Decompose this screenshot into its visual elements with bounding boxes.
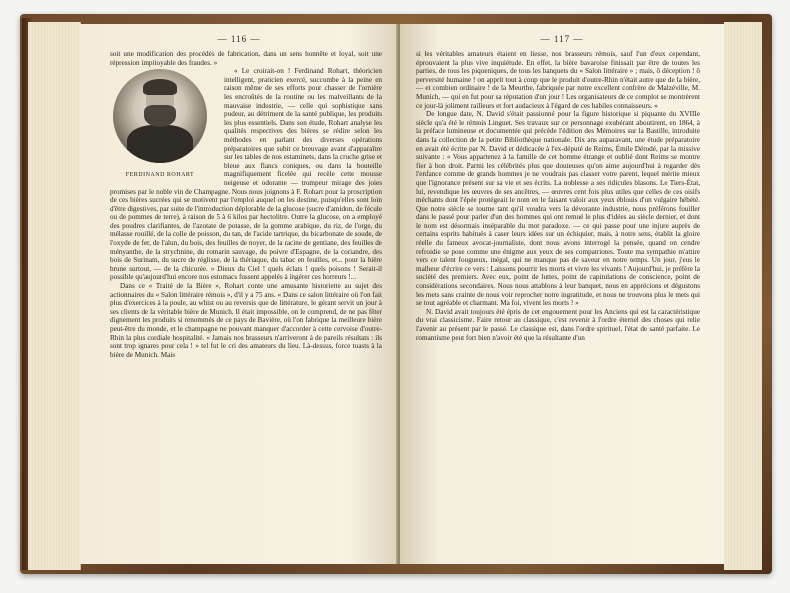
paragraph: soit une modification des procédés de fabrication, dans un sens honnête et loyal, soit une répression impitoyable des fraudes. »	[110, 50, 382, 67]
figure-caption: FERDINAND ROHART	[125, 172, 195, 179]
page-edges-left	[28, 22, 81, 570]
portrait-image	[113, 69, 207, 163]
right-page	[400, 24, 724, 564]
page-number: — 117 —	[540, 34, 584, 44]
paragraph: De longue date, N. David s'était passionné pour la figure historique si piquante du XVIIIe siècle qu'a été le rémois Linguet. Ses travaux sur ce personnage exubérant aboutirent, en 1864, à la préface lumineuse et documentée qui précède l'édition des Mémoires sur la Bastille, introduite dans la collection de la petite Bibliothèque nationale. Dix ans auparavant, une étude préparatoire en avait été écrite par N. David et dédicacée à l'ex-député de Reims, Émile Dérodé, par la missive suivante : « Vous appartenez à la famille de cet homme étrange et oublié dont Reims se montre fier à bon droit. Parmi les célébrités plus que douteuses qu'on aime aujourd'hui à regarder dès l'enfance comme de grands hommes je ne voudrais pas classer votre parent, lequel mérite mieux que l'ignorance présent sur sa vie et ses écrits. La noblesse a ses ridicules blasons. Le Tiers-État, lui, revendique les œuvres de ses ancêtres, — œuvres cent fois plus utiles que celles de ces oisifs méchants dont l'épée protégeait le nom en le faisant valoir aux yeux éblouis d'un vulgaire hébété. Que notre siècle se tourne tant qu'il voudra vers la dévorante industrie, nous préférons fouiller dans le passé pour parler d'un des hommes qui ont remué le plus d'idées au siècle dernier, et dont le nom est désormais inséparable du mot paradoxe. — ce qui passe pour une injure auprès de certains esprits habitués à caser leurs idées sur un échiquier, mais, à notre sens, établit la gloire réelle du fameux avocat-journaliste, dont nous avons interrogé la pensée, quand on cendre refroidie se pose comme une énigme aux yeux de ses compatriotes. Toute ma sympathie m'attire vers ce talent fougueux, inégal, qui ne manque pas de saveur en notre temps. Un jour, j'eus le malheur d'écrire ce vers : Laissons pourrir les morts et vivre les vivants ! Aujourd'hui, je préfère la société des premiers. Avec eux, point de luttes, point de capitulations de conscience, point de considérations secondaires. Nous nous attablons à leur banquet, nous en apprécions et dégustons les mets sans crainte de nous voir reprocher notre ingratitude, et nous ne trouvons plus le mets qui se tout agréable et charmant. Ma foi, vivent les morts ! »	[416, 110, 700, 308]
paragraph: Dans ce « Traité de la Bière », Rohart conte une amusante historiette au sujet des actionnaires du « Salon littéraire rémois », d'il y a 75 ans. « Dans ce salon littéraire où l'on fait plus d'exercices à la poule, au whist ou au reversis que de littérature, le gérant servit un jour à ses clients de la véritable bière de Munich. Il était impossible, on le comprend, de ne pas fêter dignement les produits si renommés de ce pays de Bavière, où l'on fabrique la meilleure bière peut-être du monde, et le champagne ne pouvant manquer d'accorder à cette cervoise d'outre-Rhin la plus cordiale hospitalité. « Jamais nos brasseurs n'arriveront à de pareils résultats : ils sont trop ignares pour cela ! » tel fut le cri des amateurs du lieu. Là-dessus, force toasts à la bière de Munich. Mais	[110, 282, 382, 359]
paragraph: N. David avait toujours été épris de cet engouement pour les Anciens qui est la caractéristique du vrai classicisme. Faire retour au classique, c'est revenir à l'ordre éternel des choses qui relie l'avenir au présent par le passé. Le classique est, dans l'ordre spirituel, l'état de santé parfaite. Le romantisme peut fort bien n'avoir été que la résultante d'un	[416, 307, 700, 342]
paragraph: si les véritables amateurs étaient en liesse, nos brasseurs rémois, sauf l'un d'eux cependant, éprouvaient la plus vive inquiétude. En effet, la bière bavaroise finissait par être de toutes les parties, de tous les piqueniques, de tous les banquets du « Salon littéraire » ; mais, ô déception ! ô perversité humaine ! on apprit tout à coup que le produit d'outre-Rhin n'était autre que de la bière, — et combien ordinaire ! de la Meurthe, fabriquée par notre excellent confrère de Malzéville, M. Munich, — qui en fut pour sa réputation d'un jour ! Les organisateurs de ce complot se montrèrent ce jour-là joliment railleurs et fort audacieux à l'égard de ces habiles connaisseurs. »	[416, 50, 700, 110]
paragraph: « Le croirait-on ! Ferdinand Rohart, théoricien intelligent, praticien exercé, succombe à la peine en raison même de ses efforts pour chasser de l'ornière les encroûtés de la routine ou les malveillants de la mauvaise industrie, — celle qui sophistique sans pudeur, au détriment de la santé publique, les produits les plus essentiels. Dans son étude, Rohart analyse les qualités respectives des bières se rédire selon les méthodes en parlant des diverses opérations préparatoires que subit ce breuvage avant d'apparaître sur les tables de nos estaminets, dans la cruche grise et bleue aux flancs coniques, ou dans la bouteille magnifiquement ficelée qui recèle cette mousse neigeuse et odorante — trompeur mirage des joies promises par le noble vin de Champagne. Nous nous joignons à F. Rohart pour la proscription de ces bières sucrées qui se motivent par l'emploi auquel on les destine, puisqu'elles sont loin d'être digestives, par suite de l'introduction déplorable de la glucose (sucre d'amidon, de fécule ou de pommes de terre), à raison de 5 à 6 kilos par hectolitre. Outre la glucose, on a employé des poudres clarifiantes, de l'azotate de potasse, de la gomme arabique, du riz, de l'orge, du mélasse rouillé, de la colle de poisson, du tan, de l'acide tartrique, du bicarbonate de soude, de l'oxyde de fer, de l'alun, du bois, des feuilles de noyer, de la racine de gentiane, des feuilles de ményanthe, de la strychnine, du romarin sauvage, du poivre d'Espagne, de la coriandre, des bois de Surinam, du sucre de réglisse, de la thériaque, du tabac en feuilles, et... pour la bière brune surtout, — de la chicorée. » Dieux du Ciel ! quels éclats ! quels poisons ! Serait-il possible qu'aujourd'hui encore nos estomacs fussent appelés à ingérer ces horreurs !...	[110, 67, 382, 282]
left-page	[80, 24, 398, 564]
page-text	[400, 50, 724, 342]
page-edges-right	[724, 22, 762, 570]
portrait-figure	[104, 69, 216, 180]
page-number: — 116 —	[217, 34, 261, 44]
page-text	[80, 50, 398, 359]
